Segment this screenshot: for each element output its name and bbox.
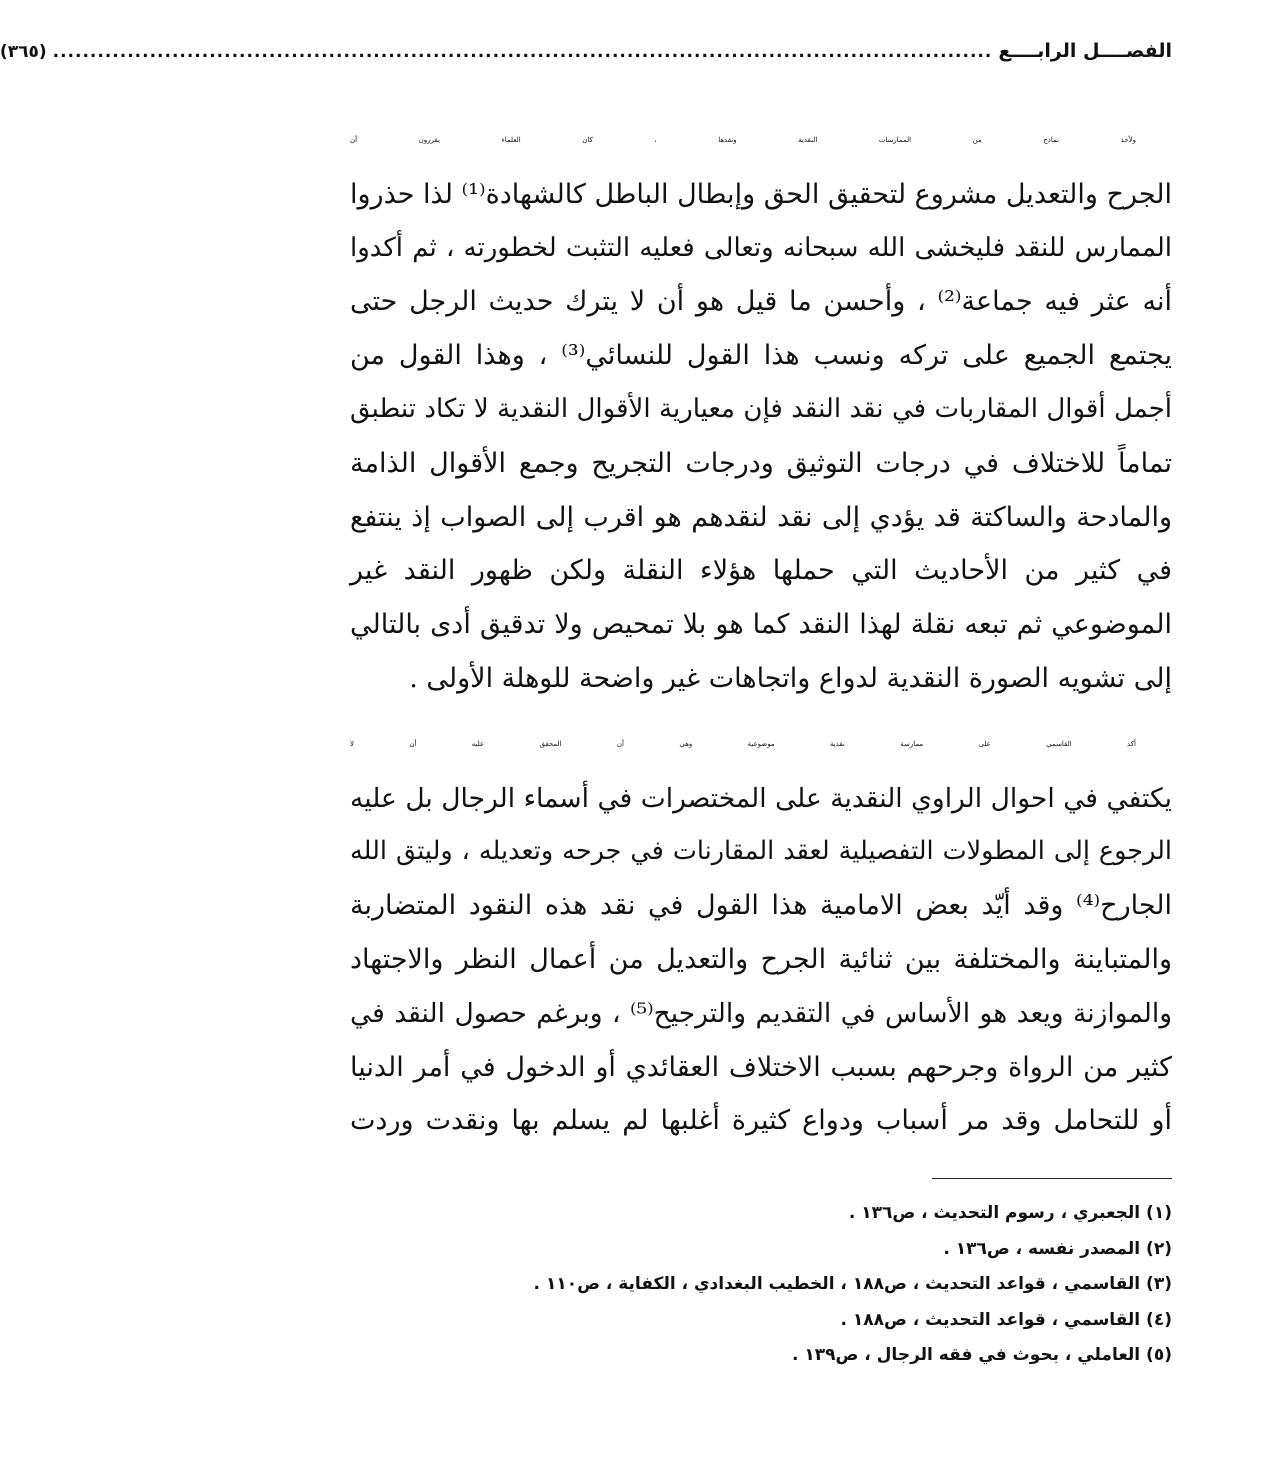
text-line: الرجوع إلى المطولات التفصيلية لعقد المقارنات في جرحه وتعديله ، وليتق الله xyxy=(350,836,1172,867)
footnotes xyxy=(350,1196,1172,1374)
paragraph-2 xyxy=(350,718,1172,1148)
footnote-5: (٥) العاملي ، بحوث في فقه الرجال ، ص١٣٩ . xyxy=(791,1345,1172,1366)
text-line: ولأخذ نماذج من الممارسات النقدية ونقدها ، كان العلماء يقررون أن xyxy=(350,136,1136,144)
page-number: (٣٦٥) xyxy=(0,42,47,62)
text-line: يكتفي في احوال الراوي النقدية على المختصرات في أسماء الرجال بل عليه xyxy=(350,782,1172,814)
paragraph-1 xyxy=(350,114,1172,706)
footnote-1: (١) الجعبري ، رسوم التحديث ، ص١٣٦ . xyxy=(848,1203,1172,1223)
footnote-2: (٢) المصدر نفسه ، ص١٣٦ . xyxy=(943,1238,1172,1259)
text-line: أنه عثر فيه جماعة⁽²⁾ ، وأحسن ما قيل هو أن لا يترك حديث الرجل حتى xyxy=(350,286,1172,318)
text-line: والمتباينة والمختلفة بين ثنائية الجرح والتعديل من أعمال النظر والاجتهاد xyxy=(350,943,1172,975)
text-line: والمادحة والساكتة قد يؤدي إلى نقد لنقدهم هو اقرب إلى الصواب إذ ينتفع xyxy=(350,501,1172,533)
main-text xyxy=(350,114,1172,1148)
text-line: الموضوعي ثم تبعه نقلة لهذا النقد كما هو بلا تمحيص ولا تدقيق أدى بالتالي xyxy=(350,609,1172,641)
text-line: أجمل أقوال المقاربات في نقد النقد فإن معيارية الأقوال النقدية لا تكاد تنطبق xyxy=(350,393,1172,424)
footnote-3: (٣) القاسمي ، قواعد التحديث ، ص١٨٨ ، الخطيب البغدادي ، الكفاية ، ص١١٠ . xyxy=(533,1274,1172,1295)
text-line: يجتمع الجميع على تركه ونسب هذا القول للنسائي⁽³⁾ ، وهذا القول من xyxy=(350,340,1172,372)
text-line: في كثير من الأحاديث التي حملها هؤلاء النقلة ولكن ظهور النقد غير xyxy=(350,555,1172,587)
chapter-title: الفصــــل الرابــــع xyxy=(998,40,1172,62)
text-line: تماماً للاختلاف في درجات التوثيق ودرجات التجريح وجمع الأقوال الذامة xyxy=(350,447,1172,479)
text-line: والموازنة ويعد هو الأساس في التقديم والترجيح⁽⁵⁾ ، وبرغم حصول النقد في xyxy=(350,997,1173,1029)
text-line: الجارح⁽⁴⁾ وقد أيّد بعض الامامية هذا القول في نقد هذه النقود المتضاربة xyxy=(350,890,1172,922)
text-line: أكد القاسمي على ممارسة نقدية موضوعية وهي أن المحقق عليه أن لا xyxy=(350,739,1136,748)
text-line: كثير من الرواة وجرحهم بسبب الاختلاف العقائدي أو الدخول في أمر الدنيا xyxy=(350,1051,1172,1083)
footnote-divider xyxy=(932,1178,1172,1179)
text-line: الجرح والتعديل مشروع لتحقيق الحق وإبطال الباطل كالشهادة⁽¹⁾ لذا حذروا xyxy=(350,178,1173,210)
text-line: أو للتحامل وقد مر أسباب ودواع كثيرة أغلبها لم يسلم بها ونقدت وردت xyxy=(350,1105,1172,1137)
running-header xyxy=(0,40,1172,76)
header-dot-leader: .............................................................................................................................. xyxy=(52,42,993,62)
text-line: الممارس للنقد فليخشى الله سبحانه وتعالى فعليه التثبت لخطورته ، ثم أكدوا xyxy=(350,232,1172,263)
text-line: إلى تشويه الصورة النقدية لدواع واتجاهات غير واضحة للوهلة الأولى . xyxy=(409,662,1172,694)
footnote-4: (٤) القاسمي ، قواعد التحديث ، ص١٨٨ . xyxy=(840,1309,1172,1330)
